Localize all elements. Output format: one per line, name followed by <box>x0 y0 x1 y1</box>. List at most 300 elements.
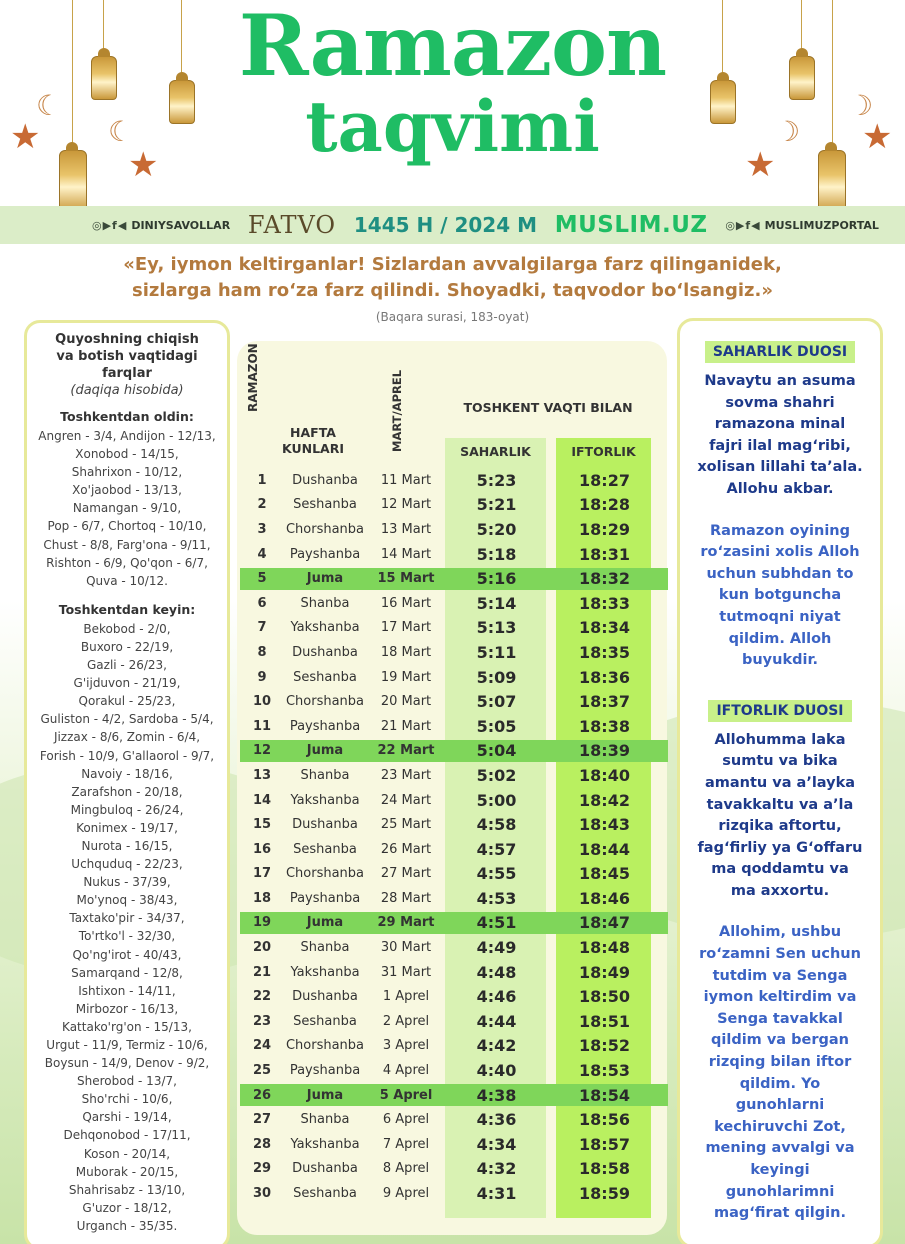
day-number: 25 <box>252 1063 272 1079</box>
fatvo-logo: FATVO <box>247 211 337 239</box>
weekday: Juma <box>306 915 344 931</box>
table-row <box>240 740 668 762</box>
list-item: Sherobod - 13/7, <box>77 1074 177 1089</box>
date: 3 Aprel <box>382 1038 430 1054</box>
weekday: Shanba <box>300 595 350 611</box>
weekday: Payshanba <box>289 718 361 734</box>
iftorlik-time: 18:51 <box>579 1011 630 1031</box>
date: 13 Mart <box>380 521 432 537</box>
iftorlik-time: 18:46 <box>579 888 630 908</box>
list-item: Sho'rchi - 10/6, <box>81 1092 173 1107</box>
star-icon: ★ <box>128 145 159 185</box>
text-line: ramazona minal <box>714 416 846 433</box>
list-item: G'ijduvon - 21/19, <box>73 676 181 691</box>
saharlik-time: 5:04 <box>476 741 517 761</box>
before-list <box>31 427 223 590</box>
text-line: Allohim, ushbu <box>718 924 842 941</box>
table-row <box>240 568 668 590</box>
text-line: gunohlarimni <box>725 1183 835 1200</box>
text-line: qildim. Alloh <box>728 630 832 647</box>
text-line: iymon keltirdim va <box>703 989 857 1006</box>
list-item: Kattako'rg'on - 15/13, <box>62 1019 192 1034</box>
saharlik-time: 5:23 <box>476 470 517 490</box>
table-row <box>240 984 668 1009</box>
list-item: Navoiy - 18/16, <box>81 766 173 781</box>
text-line: uchun subhdan to <box>706 565 854 582</box>
table-row <box>240 1009 668 1034</box>
list-item: To'rtko'l - 32/30, <box>78 929 176 944</box>
iftorlik-dua-title: IFTORLIK DUOSI <box>708 700 851 722</box>
list-item: Qo'ng'irot - 40/43, <box>72 947 182 962</box>
date: 2 Aprel <box>382 1013 430 1029</box>
iftorlik-time: 18:53 <box>579 1061 630 1081</box>
quote-line: «Ey, iymon keltirganlar! Sizlardan avvalgilarga farz qilinganidek, <box>123 254 782 275</box>
day-number: 30 <box>252 1186 272 1202</box>
iftorlik-time: 18:27 <box>579 470 630 490</box>
list-item: Xonobod - 14/15, <box>75 447 179 462</box>
text-line: amantu va a’layka <box>704 774 856 791</box>
weekday: Dushanba <box>292 1161 358 1177</box>
table-row <box>240 960 668 985</box>
weekday: Juma <box>306 743 344 759</box>
duas-panel <box>677 318 883 1244</box>
day-number: 17 <box>252 866 272 882</box>
date: 9 Aprel <box>382 1186 430 1202</box>
iftorlik-time: 18:52 <box>579 1036 630 1056</box>
iftorlik-time: 18:36 <box>579 667 630 687</box>
weekday: Juma <box>306 1087 344 1103</box>
saharlik-time: 4:32 <box>476 1159 517 1179</box>
date: 31 Mart <box>380 964 432 980</box>
date: 19 Mart <box>380 669 432 685</box>
text-line: Senga tavakkal <box>717 1010 843 1027</box>
day-number: 5 <box>257 571 267 587</box>
weekday: Payshanba <box>289 1063 361 1079</box>
weekday: Yakshanba <box>290 1136 360 1152</box>
saharlik-time: 4:40 <box>476 1061 517 1081</box>
list-item: Bekobod - 2/0, <box>83 621 171 636</box>
date: 5 Aprel <box>379 1087 433 1103</box>
saharlik-time: 5:16 <box>476 569 517 589</box>
saharlik-time: 4:51 <box>476 913 517 933</box>
weekday: Yakshanba <box>290 792 360 808</box>
date: 6 Aprel <box>382 1112 430 1128</box>
saharlik-dua-title: SAHARLIK DUOSI <box>705 341 855 363</box>
weekday: Seshanba <box>293 841 357 857</box>
list-item: Guliston - 4/2, Sardoba - 5/4, <box>40 712 214 727</box>
table-row <box>240 591 668 616</box>
list-item: Mo'ynoq - 38/43, <box>76 893 178 908</box>
after-list <box>31 620 223 1235</box>
day-number: 24 <box>252 1038 272 1054</box>
text-line: fajri ilal mag‘ribi, <box>709 437 851 454</box>
text-line: rizqika aftortu, <box>718 818 842 835</box>
list-item: Qorakul - 25/23, <box>78 694 176 709</box>
text-line: buyukdir. <box>741 652 819 669</box>
saharlik-time: 4:31 <box>476 1184 517 1204</box>
list-item: Shahrixon - 10/12, <box>71 465 183 480</box>
day-number: 9 <box>257 669 267 685</box>
day-number: 26 <box>252 1087 272 1103</box>
iftorlik-time: 18:54 <box>579 1085 630 1105</box>
social-icons: ◎▶f◀ <box>725 218 761 232</box>
day-number: 21 <box>252 964 272 980</box>
text-line: ma qoddamtu va <box>711 861 849 878</box>
table-row <box>240 517 668 542</box>
text-line: sumtu va bika <box>722 753 838 770</box>
iftorlik-time: 18:44 <box>579 839 630 859</box>
date: 11 Mart <box>380 472 432 488</box>
text-line: kechiruvchi Zot, <box>714 1118 846 1135</box>
date: 8 Aprel <box>382 1161 430 1177</box>
saharlik-time: 5:00 <box>476 790 517 810</box>
list-item: Dehqonobod - 17/11, <box>63 1128 191 1143</box>
star-icon: ★ <box>745 145 776 185</box>
header-ramazon: RAMAZON <box>246 343 260 412</box>
date: 21 Mart <box>380 718 432 734</box>
day-number: 29 <box>252 1161 272 1177</box>
date: 12 Mart <box>380 497 432 513</box>
table-row <box>240 468 668 493</box>
list-item: Forish - 10/9, G'allaorol - 9/7, <box>39 748 215 763</box>
header-hafta: HAFTA KUNLARI <box>282 425 344 456</box>
table-row <box>240 714 668 739</box>
iftorlik-time: 18:48 <box>579 938 630 958</box>
day-number: 18 <box>252 890 272 906</box>
social-handle: DINIYSAVOLLAR <box>131 218 231 232</box>
crescent-icon: ☾ <box>36 89 62 122</box>
table-row <box>240 493 668 518</box>
date: 18 Mart <box>380 644 432 660</box>
text-line: rizqing bilan iftor <box>708 1054 852 1071</box>
day-number: 15 <box>252 817 272 833</box>
list-item: Gazli - 26/23, <box>87 658 167 673</box>
crescent-icon: ☽ <box>848 89 874 122</box>
date: 23 Mart <box>380 767 432 783</box>
date: 29 Mart <box>377 915 435 931</box>
iftorlik-dua-text <box>688 730 872 903</box>
iftorlik-time: 18:34 <box>579 618 630 638</box>
table-row <box>240 1181 668 1206</box>
year-label: 1445 H / 2024 M <box>353 213 537 237</box>
list-item: G'uzor - 18/12, <box>82 1200 172 1215</box>
day-number: 4 <box>257 546 267 562</box>
saharlik-time: 5:07 <box>476 692 517 712</box>
iftorlik-time: 18:57 <box>579 1134 630 1154</box>
weekday: Chorshanba <box>285 866 365 882</box>
saharlik-dua-translation <box>688 521 872 672</box>
weekday: Seshanba <box>293 1186 357 1202</box>
day-number: 12 <box>252 743 272 759</box>
weekday: Chorshanba <box>285 521 365 537</box>
saharlik-time: 5:18 <box>476 544 517 564</box>
saharlik-time: 4:48 <box>476 962 517 982</box>
text-line: tutmoqni niyat <box>719 608 841 625</box>
list-item: Namangan - 9/10, <box>72 501 182 516</box>
iftorlik-dua-translation <box>688 922 872 1224</box>
weekday: Yakshanba <box>290 964 360 980</box>
saharlik-time: 5:20 <box>476 519 517 539</box>
text-line: sovma shahri <box>725 394 835 411</box>
iftorlik-time: 18:39 <box>579 741 630 761</box>
iftorlik-time: 18:58 <box>579 1159 630 1179</box>
day-number: 14 <box>252 792 272 808</box>
saharlik-time: 5:21 <box>476 495 517 515</box>
saharlik-time: 5:13 <box>476 618 517 638</box>
text-line: fag‘firliy ya G‘offaru <box>697 839 863 856</box>
saharlik-time: 5:09 <box>476 667 517 687</box>
info-banner <box>0 206 905 244</box>
text-line: tavakkaltu va a’la <box>706 796 854 813</box>
date: 7 Aprel <box>382 1136 430 1152</box>
saharlik-time: 4:38 <box>476 1085 517 1105</box>
iftorlik-time: 18:31 <box>579 544 630 564</box>
social-right <box>725 219 879 232</box>
weekday: Seshanba <box>293 669 357 685</box>
day-number: 2 <box>257 497 267 513</box>
list-item: Shahrisabz - 13/10, <box>68 1182 186 1197</box>
header-mart-aprel: MART/APREL <box>390 369 404 452</box>
table-row <box>240 616 668 641</box>
weekday: Shanba <box>300 767 350 783</box>
saharlik-time: 4:57 <box>476 839 517 859</box>
table-row <box>240 862 668 887</box>
weekday: Dushanba <box>292 817 358 833</box>
header-iftorlik: IFTORLIK <box>571 444 636 459</box>
table-row <box>240 665 668 690</box>
day-number: 8 <box>257 644 267 660</box>
text-line: Allohumma laka <box>714 731 846 748</box>
saharlik-time: 4:34 <box>476 1134 517 1154</box>
date: 26 Mart <box>380 841 432 857</box>
table-row <box>240 1034 668 1059</box>
city-differences-panel <box>24 320 230 1244</box>
weekday: Seshanba <box>293 1013 357 1029</box>
text-line: mening avvalgi va <box>705 1140 855 1157</box>
saharlik-time: 5:02 <box>476 765 517 785</box>
weekday: Dushanba <box>292 644 358 660</box>
title-line-1: Ramazon <box>238 0 667 95</box>
saharlik-time: 4:53 <box>476 888 517 908</box>
date: 24 Mart <box>380 792 432 808</box>
day-number: 7 <box>257 620 267 636</box>
saharlik-time: 4:44 <box>476 1011 517 1031</box>
table-row <box>240 1132 668 1157</box>
saharlik-time: 4:55 <box>476 864 517 884</box>
text-line: tutdim va Senga <box>712 967 848 984</box>
list-item: Mingbuloq - 26/24, <box>70 802 184 817</box>
text-line: ma axxortu. <box>730 882 830 899</box>
social-left <box>92 219 230 232</box>
table-row <box>240 886 668 911</box>
iftorlik-time: 18:40 <box>579 765 630 785</box>
date: 16 Mart <box>380 595 432 611</box>
date: 22 Mart <box>377 743 435 759</box>
saharlik-time: 4:49 <box>476 938 517 958</box>
star-icon: ★ <box>862 117 893 157</box>
text-line: keyingi <box>750 1162 810 1178</box>
table-row <box>240 812 668 837</box>
list-item: Muborak - 20/15, <box>75 1164 179 1179</box>
table-row <box>240 1084 668 1106</box>
header-toshkent: TOSHKENT VAQTI BILAN <box>463 400 633 415</box>
day-number: 23 <box>252 1013 272 1029</box>
quran-quote <box>0 252 905 304</box>
saharlik-time: 5:11 <box>476 642 517 662</box>
list-item: Jizzax - 8/6, Zomin - 6/4, <box>53 730 201 745</box>
page-title <box>0 0 905 168</box>
date: 1 Aprel <box>382 989 430 1005</box>
text-line: gunohlarni <box>735 1097 825 1114</box>
list-item: Samarqand - 12/8, <box>71 965 183 980</box>
after-heading: Toshkentdan keyin: <box>58 601 196 617</box>
text-line: Allohu akbar. <box>726 480 834 497</box>
table-row <box>240 1157 668 1182</box>
day-number: 19 <box>252 915 272 931</box>
iftorlik-time: 18:49 <box>579 962 630 982</box>
table-row <box>240 837 668 862</box>
weekday: Shanba <box>300 940 350 956</box>
panel-subtitle: (daqiqa hisobida) <box>70 383 184 398</box>
list-item: Nurota - 16/15, <box>81 838 173 853</box>
weekday: Shanba <box>300 1112 350 1128</box>
before-heading: Toshkentdan oldin: <box>60 409 194 424</box>
title-line-2: taqvimi <box>305 85 600 168</box>
text-line: ro‘zasini xolis Alloh <box>700 544 860 561</box>
day-number: 3 <box>257 521 267 537</box>
list-item: Uchquduq - 22/23, <box>71 857 183 872</box>
saharlik-time: 4:42 <box>476 1036 517 1056</box>
saharlik-time: 4:46 <box>476 987 517 1007</box>
list-item: Rishton - 6/9, Qo'qon - 6/7, <box>46 555 208 570</box>
crescent-icon: ☾ <box>108 115 134 148</box>
list-item: Mirbozor - 16/13, <box>75 1001 179 1016</box>
text-line: qildim va bergan <box>711 1032 849 1049</box>
iftorlik-time: 18:50 <box>579 987 630 1007</box>
list-item: Angren - 3/4, Andijon - 12/13, <box>38 429 216 443</box>
iftorlik-time: 18:45 <box>579 864 630 884</box>
list-item: Taxtako'pir - 34/37, <box>69 911 185 926</box>
table-row <box>240 689 668 714</box>
saharlik-time: 4:36 <box>476 1110 517 1130</box>
iftorlik-time: 18:28 <box>579 495 630 515</box>
iftorlik-time: 18:29 <box>579 519 630 539</box>
list-item: Pop - 6/7, Chortoq - 10/10, <box>47 519 207 534</box>
iftorlik-time: 18:56 <box>579 1110 630 1130</box>
table-row <box>240 1107 668 1132</box>
date: 28 Mart <box>380 890 432 906</box>
iftorlik-time: 18:47 <box>579 913 630 933</box>
list-item: Koson - 20/14, <box>83 1146 171 1161</box>
date: 4 Aprel <box>382 1063 430 1079</box>
weekday: Seshanba <box>293 497 357 513</box>
iftorlik-time: 18:32 <box>579 569 630 589</box>
table-row <box>240 788 668 813</box>
table-row <box>240 640 668 665</box>
table-row <box>240 912 668 934</box>
date: 17 Mart <box>380 620 432 636</box>
iftorlik-time: 18:38 <box>579 716 630 736</box>
quote-line: sizlarga ham ro‘za farz qilindi. Shoyadki, taqvodor bo‘lsangiz.» <box>132 280 773 301</box>
weekday: Chorshanba <box>285 694 365 710</box>
day-number: 1 <box>257 472 267 488</box>
text-line: xolisan lillahi ta’ala. <box>697 459 863 476</box>
table-rows <box>240 468 668 1206</box>
weekday: Yakshanba <box>290 620 360 636</box>
list-item: Quva - 10/12. <box>86 573 168 588</box>
day-number: 10 <box>252 694 272 710</box>
text-line: qildim. Yo <box>739 1075 821 1092</box>
weekday: Payshanba <box>289 546 361 562</box>
table-row <box>240 542 668 567</box>
day-number: 11 <box>252 718 272 734</box>
iftorlik-time: 18:43 <box>579 815 630 835</box>
weekday: Dushanba <box>292 989 358 1005</box>
weekday: Dushanba <box>292 472 358 488</box>
iftorlik-time: 18:37 <box>579 692 630 712</box>
day-number: 27 <box>252 1112 272 1128</box>
saharlik-time: 4:58 <box>476 815 517 835</box>
star-icon: ★ <box>10 117 41 157</box>
day-number: 16 <box>252 841 272 857</box>
list-item: Ishtixon - 14/11, <box>78 983 176 998</box>
iftorlik-time: 18:35 <box>579 642 630 662</box>
text-line: mag‘firat qilgin. <box>714 1205 846 1222</box>
panel-title: Quyoshning chiqish va botish vaqtidagi farqlar <box>55 332 199 381</box>
date: 15 Mart <box>377 571 435 587</box>
iftorlik-time: 18:42 <box>579 790 630 810</box>
weekday: Chorshanba <box>285 1038 365 1054</box>
list-item: Boysun - 14/9, Denov - 9/2, <box>44 1056 210 1071</box>
date: 25 Mart <box>380 817 432 833</box>
table-row <box>240 935 668 960</box>
header-saharlik: SAHARLIK <box>460 444 531 459</box>
list-item: Chust - 8/8, Farg'ona - 9/11, <box>43 537 211 552</box>
list-item: Nukus - 37/39, <box>83 875 171 890</box>
list-item: Urganch - 35/35. <box>76 1218 178 1233</box>
weekday: Juma <box>306 571 344 587</box>
iftorlik-time: 18:33 <box>579 593 630 613</box>
social-handle: MUSLIMUZPORTAL <box>764 218 879 232</box>
list-item: Urgut - 11/9, Termiz - 10/6, <box>46 1038 208 1052</box>
date: 20 Mart <box>380 694 432 710</box>
weekday: Payshanba <box>289 890 361 906</box>
text-line: Navaytu an asuma <box>704 373 856 389</box>
table-row <box>240 763 668 788</box>
table-row <box>240 1058 668 1083</box>
day-number: 13 <box>252 767 272 783</box>
social-icons: ◎▶f◀ <box>92 218 128 232</box>
day-number: 28 <box>252 1136 272 1152</box>
crescent-icon: ☽ <box>775 115 801 148</box>
day-number: 6 <box>257 595 267 611</box>
saharlik-dua-text <box>688 371 872 501</box>
date: 27 Mart <box>380 866 432 882</box>
text-line: ro‘zamni Sen uchun <box>699 946 861 963</box>
date: 14 Mart <box>380 546 432 562</box>
text-line: Ramazon oyining <box>710 522 850 539</box>
list-item: Konimex - 19/17, <box>76 820 178 835</box>
iftorlik-time: 18:59 <box>579 1184 630 1204</box>
day-number: 22 <box>252 989 272 1005</box>
text-line: kun botguncha <box>718 587 842 604</box>
saharlik-time: 5:05 <box>476 716 517 736</box>
quote-source: (Baqara surasi, 183-oyat) <box>375 310 530 324</box>
day-number: 20 <box>252 940 272 956</box>
date: 30 Mart <box>380 940 432 956</box>
site-logo: MUSLIM.UZ <box>554 212 708 238</box>
list-item: Buxoro - 22/19, <box>80 639 174 654</box>
